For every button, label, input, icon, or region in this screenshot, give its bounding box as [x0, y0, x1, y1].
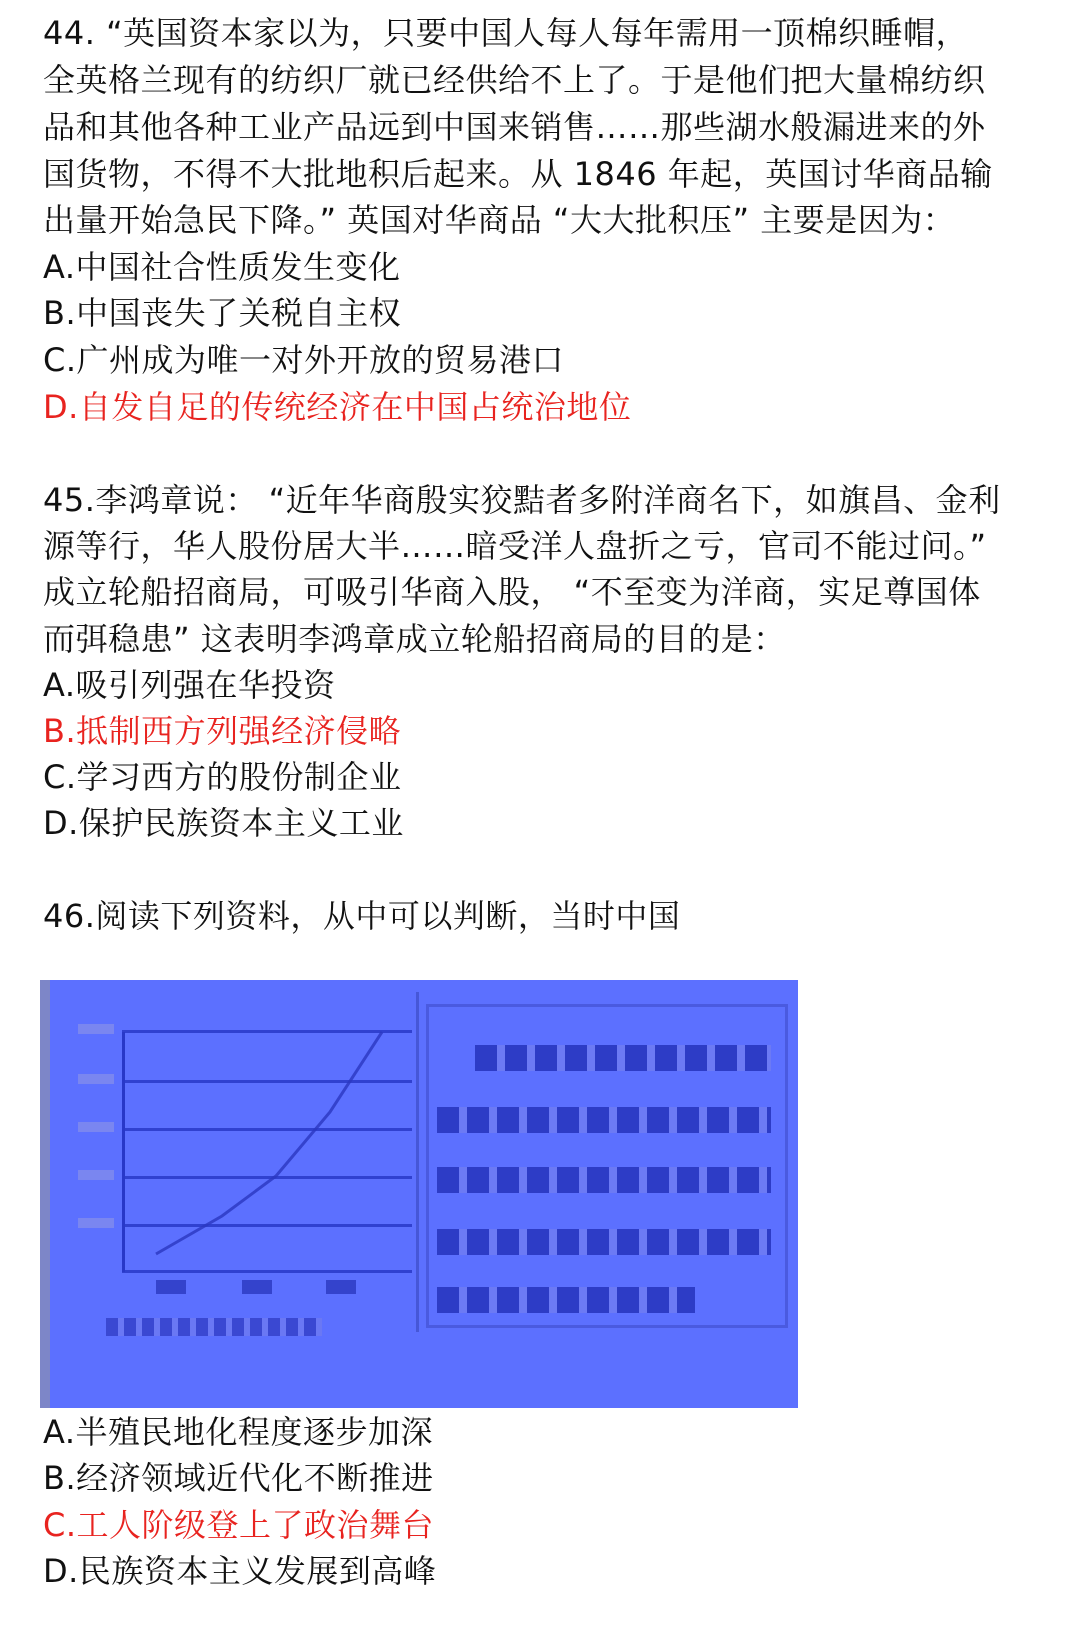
question-text-line: 44. “英国资本家以为，只要中国人每人每年需用一顶棉织睡帽， — [43, 14, 969, 52]
option-c: C.广州成为唯一对外开放的贸易港口 — [43, 341, 565, 379]
option-d: D.保护民族资本主义工业 — [43, 804, 404, 842]
question-text-line: 国货物，不得不大批地积后起来。从 1846 年起，英国讨华商品输 — [43, 155, 993, 193]
question-text-line: 全英格兰现有的纺织厂就已经供给不上了。于是他们把大量棉纺织 — [43, 61, 986, 99]
question-text-line: 成立轮船招商局，可吸引华商入股， “不至变为洋商，实足尊国体 — [43, 573, 981, 611]
x-tick-mark — [156, 1280, 186, 1294]
question-text-line: 46.阅读下列资料，从中可以判断，当时中国 — [43, 897, 681, 935]
trend-line — [54, 992, 416, 1292]
blurred-quote-box — [426, 1004, 788, 1328]
question-text-line: 45.李鸿章说： “近年华商殷实狡黠者多附洋商名下，如旗昌、金利 — [43, 481, 1001, 519]
option-b-answer: B.抵制西方列强经济侵略 — [43, 712, 402, 750]
question-text-line: 源等行，华人股份居大半……暗受洋人盘折之亏，官司不能过问。” — [43, 527, 987, 565]
figure-edge-shade — [40, 980, 50, 1408]
question-text-line: 出量开始急民下降。” 英国对华商品 “大大批积压” 主要是因为： — [43, 201, 956, 239]
option-d-answer: D.自发自足的传统经济在中国占统治地位 — [43, 388, 632, 426]
blurred-material-figure — [40, 980, 798, 1408]
option-a: A.吸引列强在华投资 — [43, 666, 336, 704]
blurred-text-row — [475, 1045, 771, 1071]
blurred-text-row — [437, 1287, 695, 1313]
blurred-text-row — [437, 1167, 771, 1193]
option-b: B.中国丧失了关税自主权 — [43, 294, 402, 332]
question-text-line: 品和其他各种工业产品远到中国来销售……那些湖水般漏进来的外 — [43, 108, 986, 146]
option-c: C.学习西方的股份制企业 — [43, 758, 402, 796]
blurred-text-row — [437, 1107, 771, 1133]
option-d: D.民族资本主义发展到高峰 — [43, 1552, 437, 1590]
blurred-line-chart — [54, 992, 419, 1332]
x-tick-mark — [242, 1280, 272, 1294]
blurred-text-row — [437, 1229, 771, 1255]
blurred-chart-caption — [106, 1318, 322, 1336]
option-a: A.半殖民地化程度逐步加深 — [43, 1413, 434, 1451]
question-text-line: 而弭稳患” 这表明李鸿章成立轮船招商局的目的是： — [43, 620, 786, 658]
option-b: B.经济领域近代化不断推进 — [43, 1459, 434, 1497]
option-a: A.中国社合性质发生变化 — [43, 248, 401, 286]
option-c-answer: C.工人阶级登上了政治舞台 — [43, 1506, 435, 1544]
x-tick-mark — [326, 1280, 356, 1294]
